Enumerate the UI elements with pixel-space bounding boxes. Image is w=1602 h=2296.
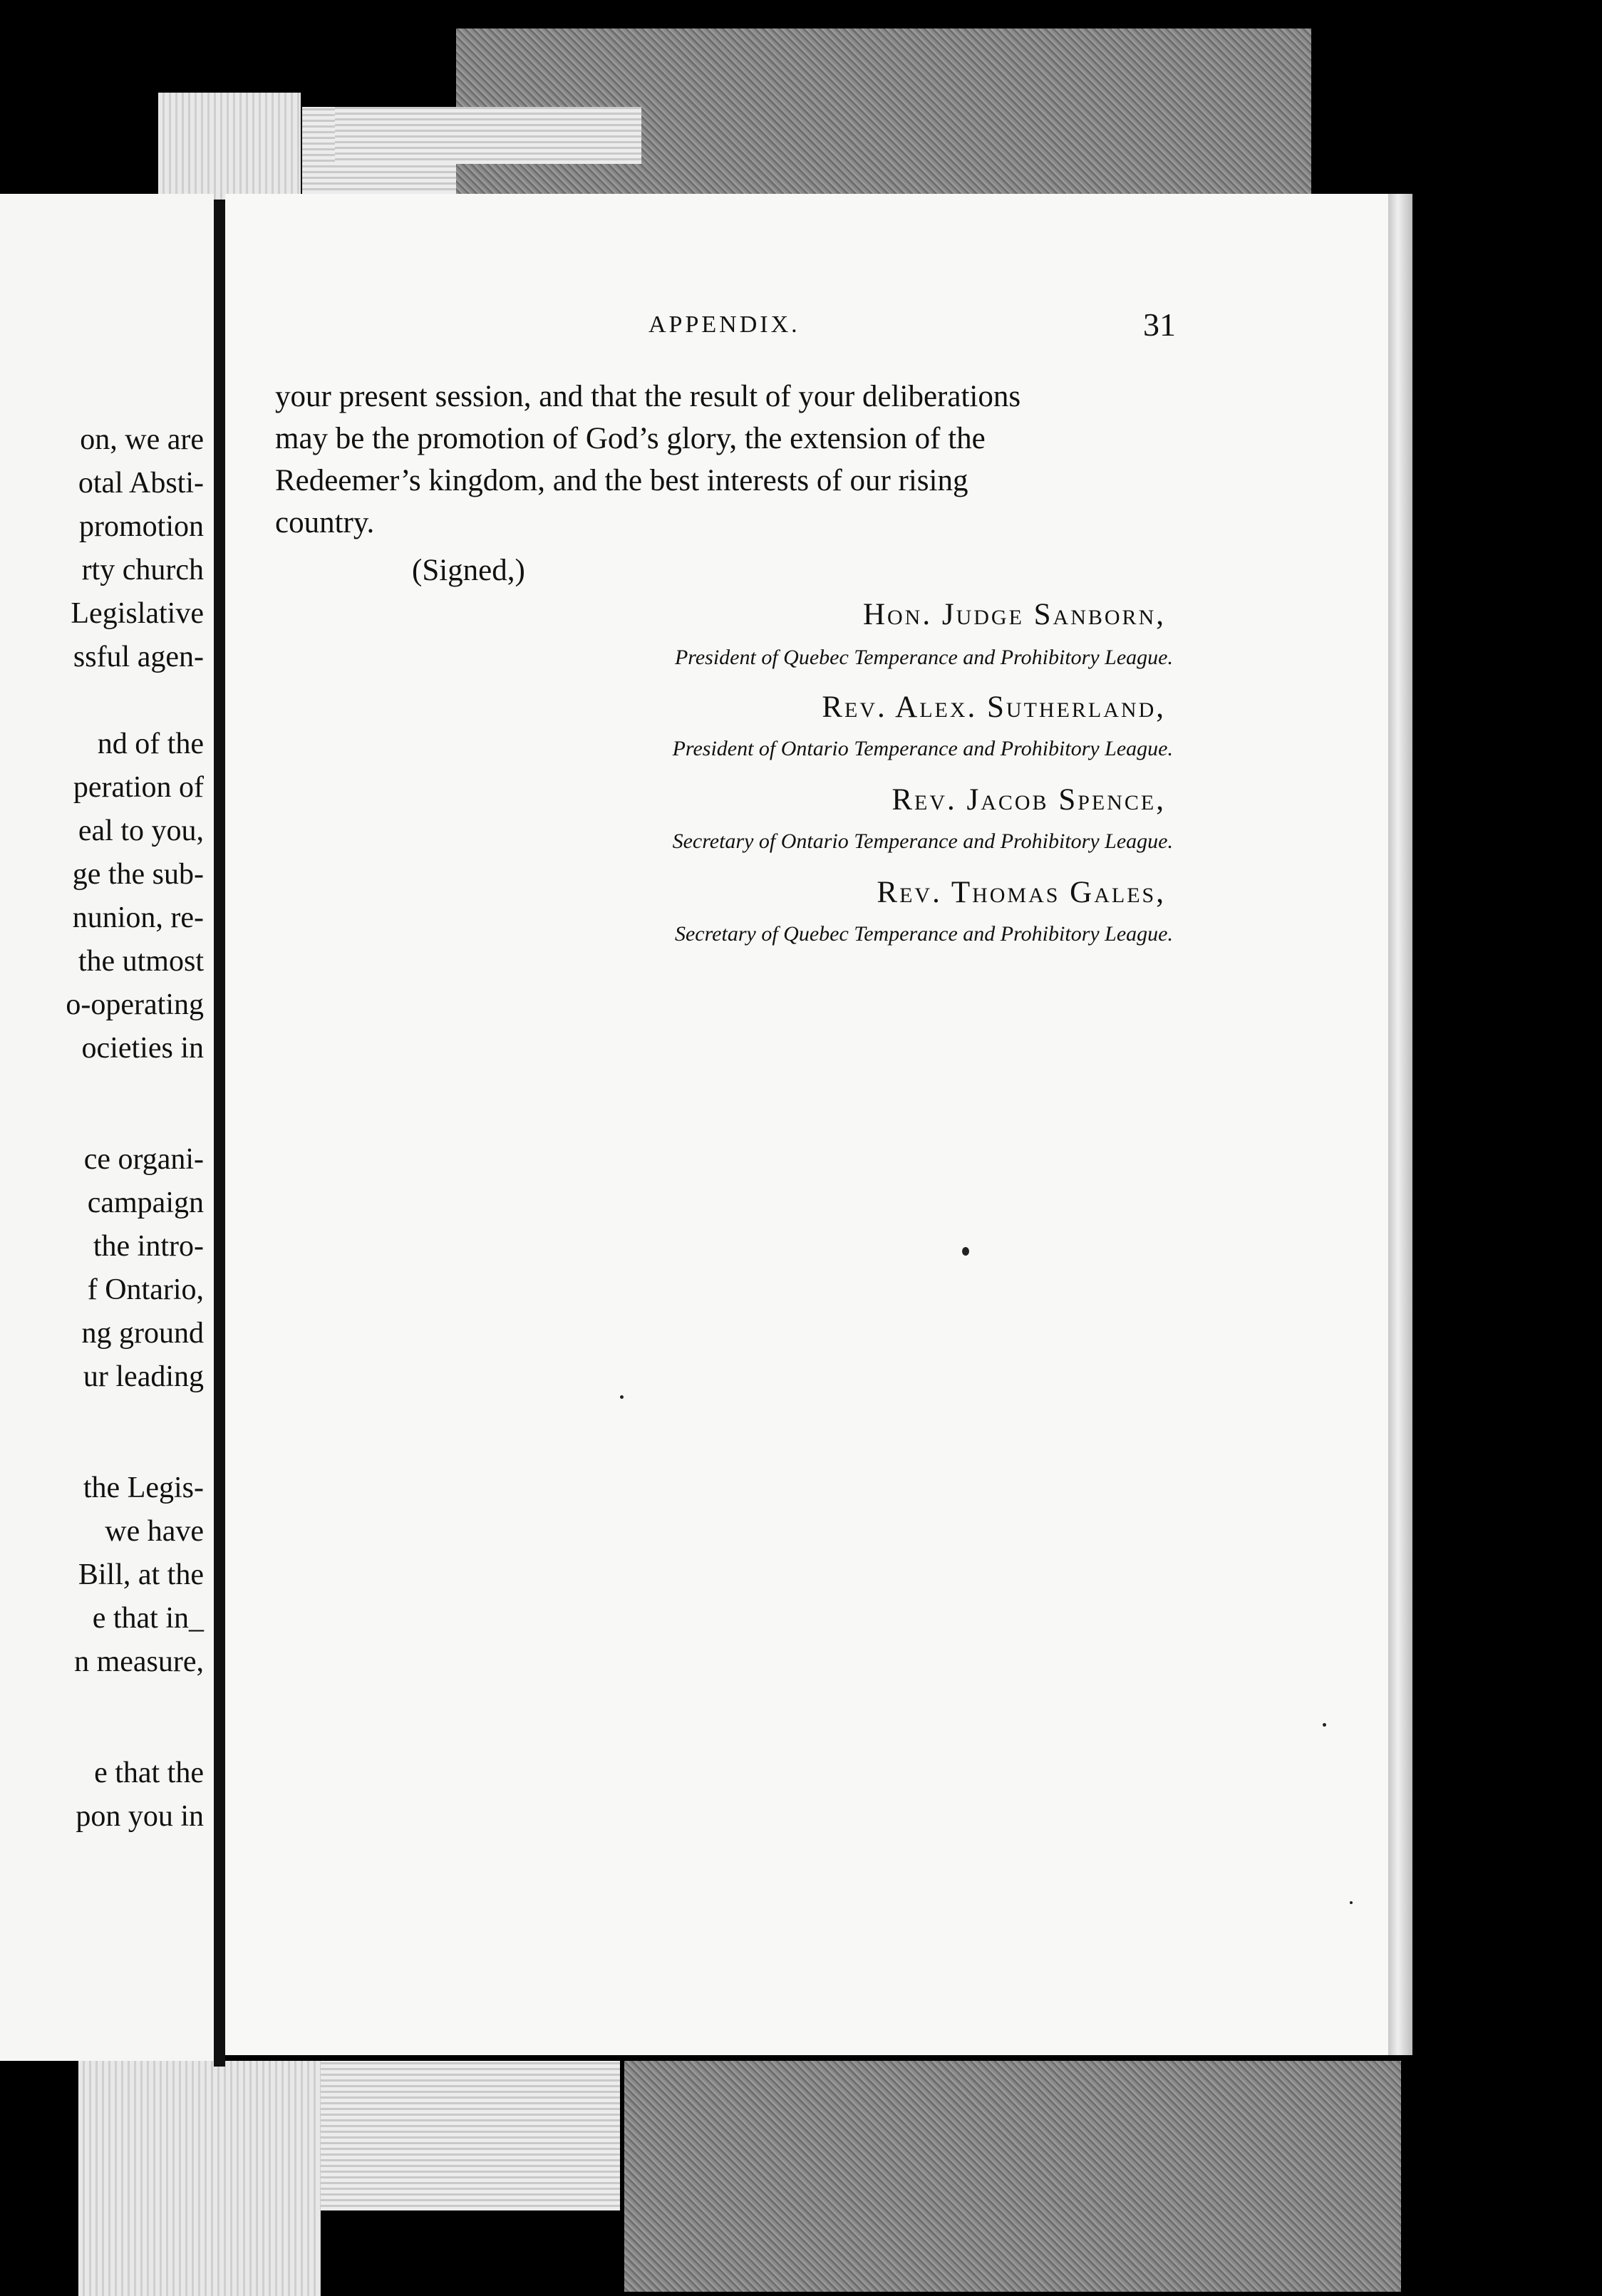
scan-speck	[1350, 1901, 1353, 1904]
left-page-line: the utmost	[78, 945, 204, 978]
left-page-line: pon you in	[76, 1800, 204, 1833]
signatory-name: Rev. Jacob Spence,	[892, 783, 1166, 817]
left-page-line: f Ontario,	[87, 1273, 204, 1306]
left-page-line: eal to you,	[78, 815, 204, 847]
left-page-line: ng ground	[81, 1317, 204, 1350]
running-head: APPENDIX.	[648, 311, 800, 338]
left-page-line: rty church	[81, 554, 204, 586]
signatory-title: Secretary of Quebec Temperance and Prohibitory League.	[674, 922, 1173, 946]
left-page-line: campaign	[87, 1186, 204, 1219]
body-paragraph	[275, 376, 1182, 544]
binding-cloth-top-strip	[335, 107, 641, 164]
binding-cloth-bottom-left	[78, 2061, 321, 2296]
left-facing-page	[0, 194, 214, 2061]
left-page-line: ge the sub-	[72, 858, 204, 891]
left-page-line: promotion	[79, 510, 204, 543]
book-gutter	[214, 200, 225, 2067]
left-page-line: the intro-	[93, 1230, 204, 1263]
page-edge-stack	[1388, 194, 1412, 2055]
body-line: country.	[275, 506, 375, 539]
body-line: Redeemer’s kingdom, and the best interests of our rising	[275, 464, 968, 497]
left-page-line: the Legis-	[83, 1472, 204, 1504]
left-page-line: ce organi-	[83, 1143, 204, 1176]
left-page-line: ur leading	[83, 1360, 204, 1393]
signatory-title: Secretary of Ontario Temperance and Prohibitory League.	[672, 829, 1173, 853]
binding-cloth-bottom-mid	[321, 2061, 620, 2210]
page-number: 31	[1143, 306, 1176, 343]
scan-speck	[620, 1395, 624, 1399]
left-page-line: ssful agen-	[73, 641, 204, 673]
left-page-line: n measure,	[74, 1645, 204, 1678]
signatory-name: Rev. Thomas Gales,	[877, 876, 1166, 909]
left-page-line: otal Absti-	[78, 467, 204, 500]
signed-label: (Signed,)	[412, 554, 525, 587]
left-page-line: nd of the	[97, 728, 204, 760]
signatory-title: President of Ontario Temperance and Prohibitory League.	[672, 737, 1173, 760]
scan-speck	[1323, 1723, 1326, 1727]
left-page-line: peration of	[73, 771, 204, 804]
board-bottom	[624, 2061, 1401, 2292]
left-page-line: o-operating	[66, 988, 204, 1021]
left-page-line: ocieties in	[81, 1032, 204, 1065]
scan-speck	[962, 1247, 969, 1256]
left-page-line: nunion, re-	[72, 901, 204, 934]
signatory-title: President of Quebec Temperance and Prohibitory League.	[674, 646, 1173, 669]
binding-cloth-top-left	[158, 93, 301, 200]
page-header	[225, 306, 1388, 354]
left-page-line: on, we are	[80, 423, 204, 456]
right-page	[225, 194, 1388, 2055]
signatory-name: Hon. Judge Sanborn,	[862, 598, 1166, 631]
body-line: your present session, and that the result of your deliberations	[275, 380, 1021, 413]
left-page-line: Legislative	[71, 597, 204, 630]
left-page-line: e that in_	[92, 1602, 204, 1635]
body-line: may be the promotion of God’s glory, the extension of the	[275, 422, 986, 455]
left-page-line: e that the	[94, 1757, 204, 1789]
signatory-name: Rev. Alex. Sutherland,	[822, 691, 1166, 724]
left-page-line: Bill, at the	[78, 1558, 204, 1591]
left-page-line: we have	[105, 1515, 204, 1548]
